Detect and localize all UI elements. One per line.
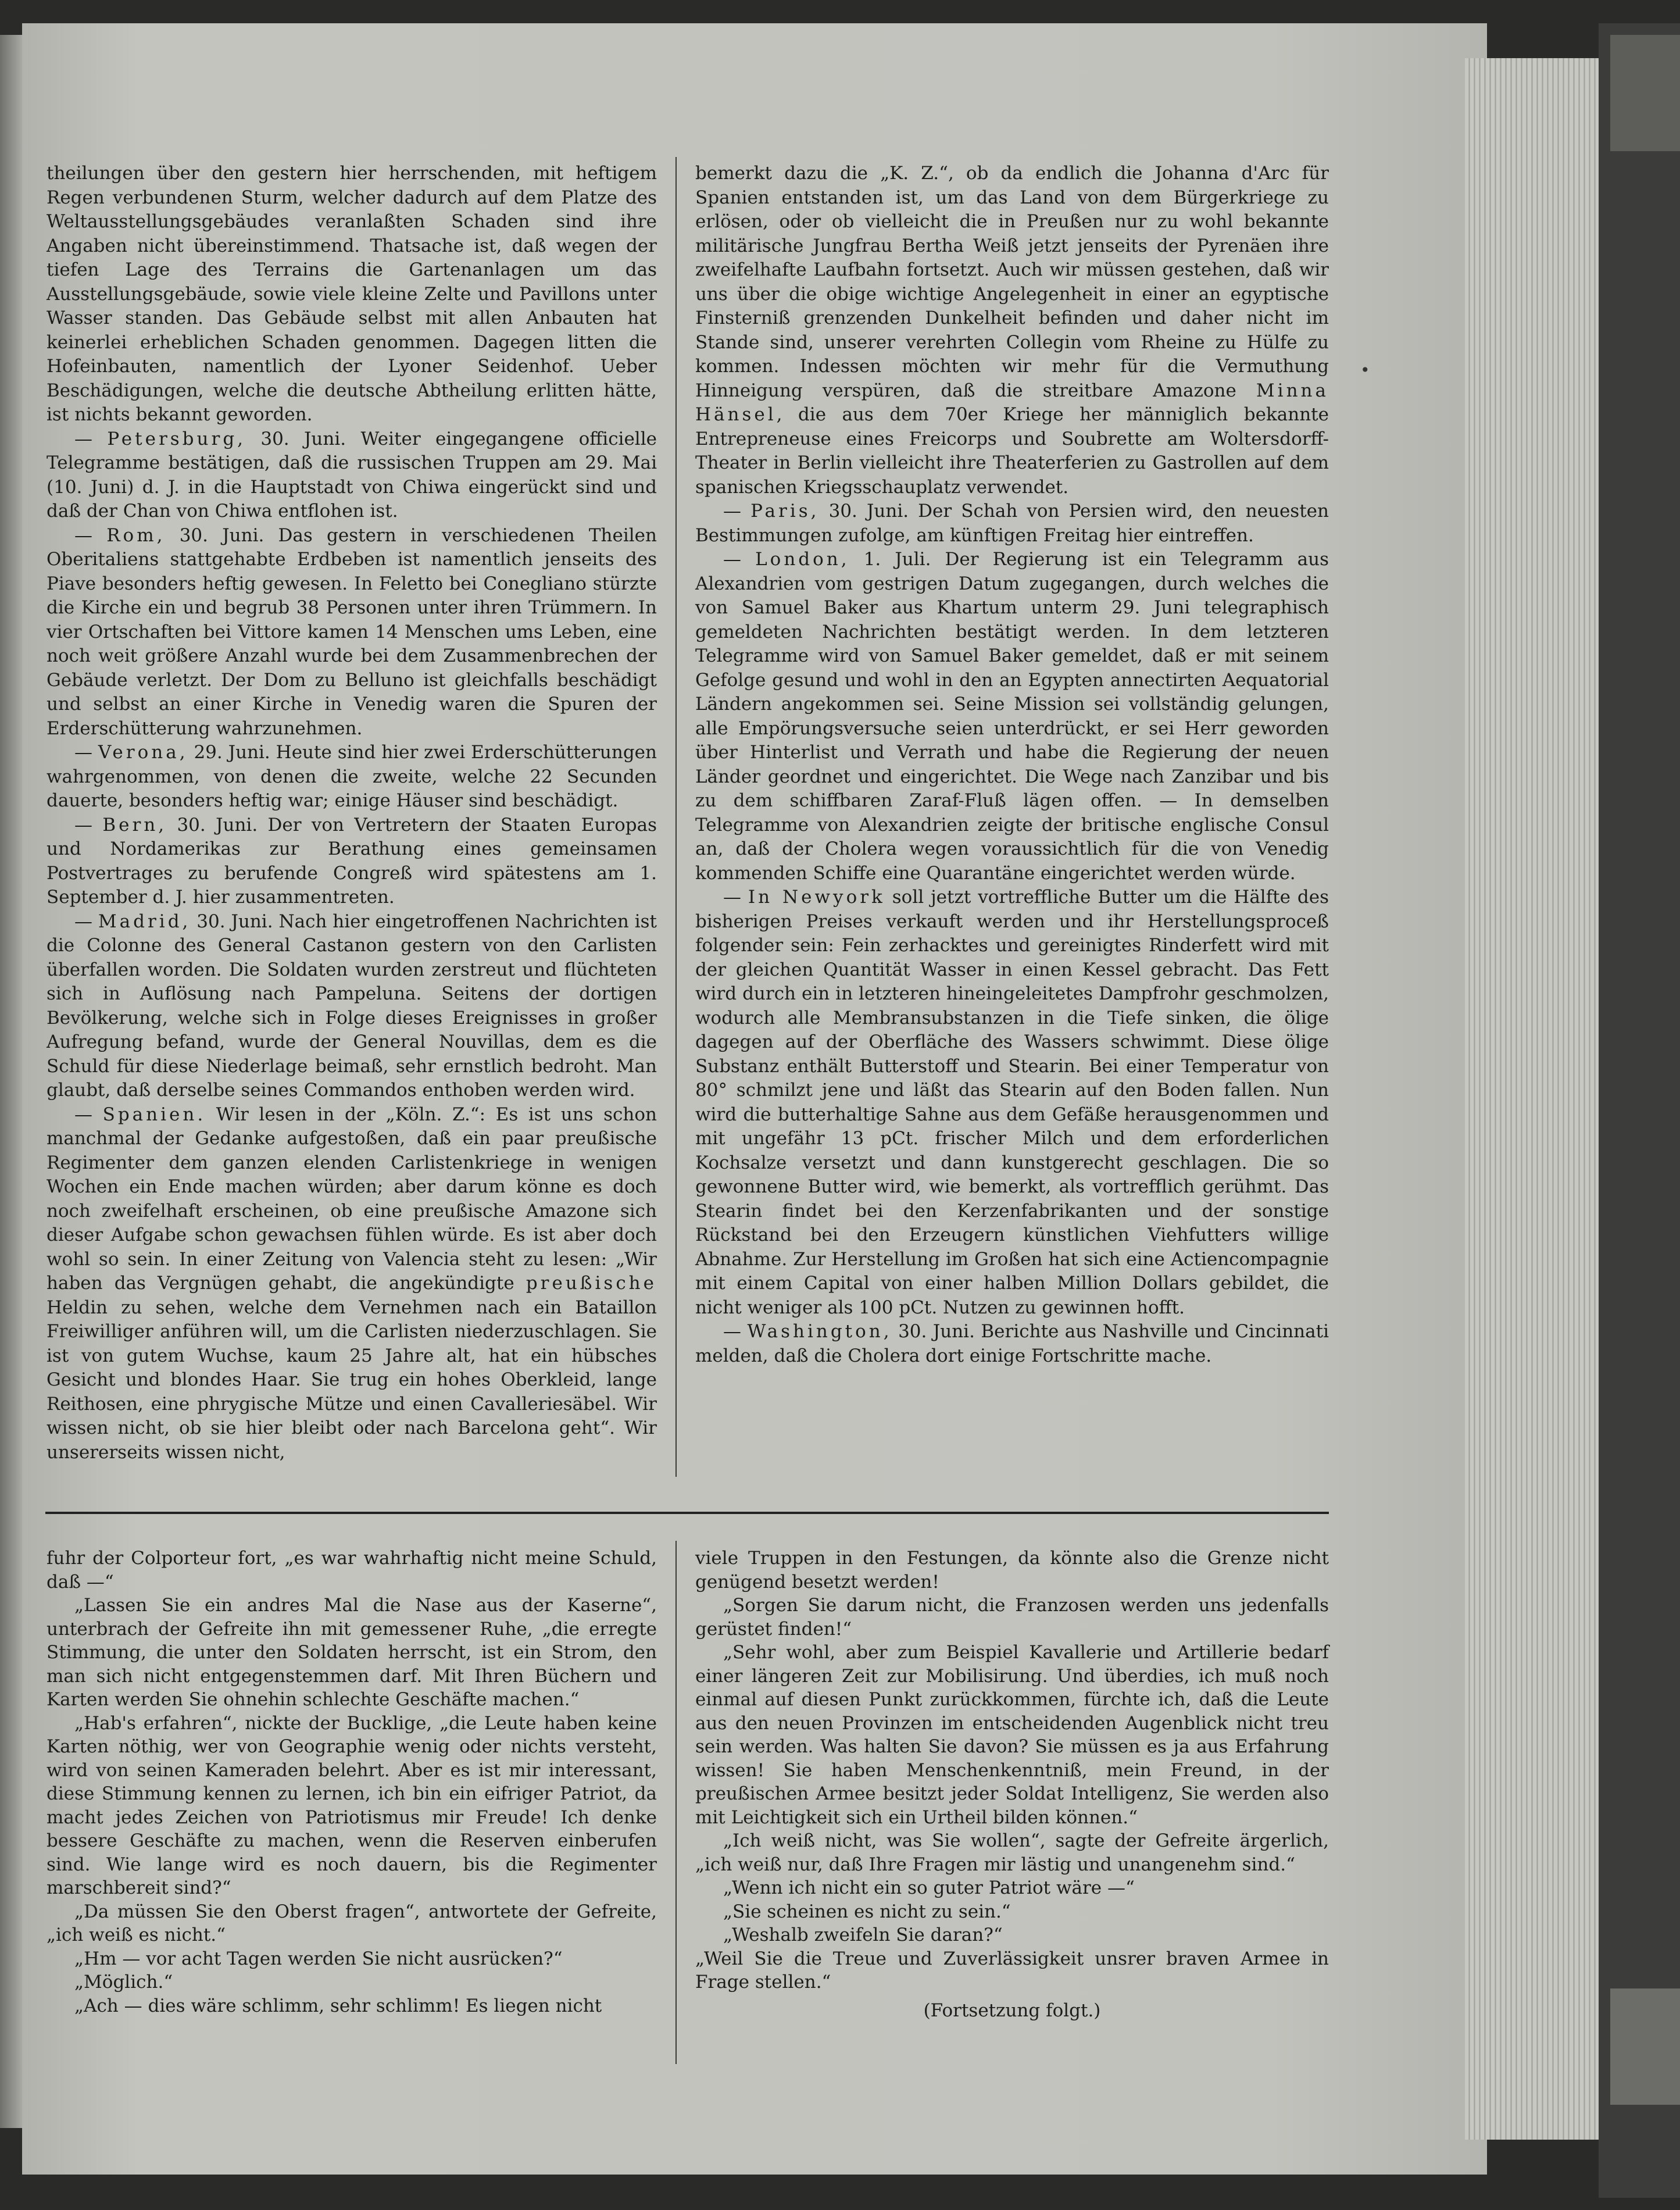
news-text: 1. Juli. Der Regierung ist ein Telegramm aus Alexandrien vom gestrigen Datum zugegangen, durch welches die von Samuel Baker aus Khartum unterm 29. Juni telegraphisch gemeldeten Nachrichten bestätigt werden. In dem letzteren Telegramme wird von Samuel Baker gemeldet, daß er mit seinem Gefolge gesund und wohl in den an Egypten annectirten Aequatorial Ländern angekommen sei. Seine Mission sei vollständig gelungen, alle Empörungsversuche seien unterdrückt, er sei Herr geworden über Hinterlist und Verrath und habe die Regierung der neuen Länder geordnet und eingerichtet. Die Wege nach Zanzibar und bis zu dem schiffbaren Zaraf-Fluß lägen offen. — In demselben Telegramme von Alexandrien zeigte der britische englische Consul an, daß der Cholera wegen voraussichtlich für die von Venedig kommenden Schiffe eine Quarantäne eingerichtet werden würde. <box>695 549 1329 884</box>
news-text: 30. Juni. Weiter eingegangene officielle Telegramme bestätigen, daß die russischen Truppen am 29. Mai (10. Juni) d. J. in die Hauptstadt von Chiwa eingerückt sind und daß der Chan von Chiwa entflohen ist. <box>47 428 657 522</box>
news-text: bemerkt dazu die „K. Z.“, ob da endlich die Johanna d'Arc für Spanien entstanden ist, um das Land von dem Bürgerkriege zu erlösen, oder ob vielleicht die in Preußen nur zu wohl bekannte militärische Jungfrau Bertha Weiß jetzt jenseits der Pyrenäen ihre zweifelhafte Laufbahn fortsetzt. Auch wir müssen gestehen, daß wir uns über die obige wichtige Angelegenheit in einer an egyptische Finsterniß grenzenden Dunkelheit befinden und daher nicht im Stande sind, unserer verehrten Collegin vom Rheine zu Hülfe zu kommen. Indessen möchten wir mehr für die Vermuthung Hinneigung verspüren, daß die streitbare Amazone <box>695 163 1329 401</box>
story-paragraph: „Hab's erfahren“, nickte der Bucklige, „die Leute haben keine Karten nöthig, wer von Geographie wenig oder nichts versteht, wird von seinen Kameraden belehrt. Aber es ist mir interessant, diese Stimmung kennen zu lernen, ich bin ein eifriger Patriot, da macht jedes Zeichen von Patriotismus mir Freude! Ich denke bessere Geschäfte zu machen, wenn die Reserven einberufen sind. Wie lange wird es noch dauern, bis die Regimenter marschbereit sind?“ <box>47 1712 657 1898</box>
story-paragraph: „Weshalb zweifeln Sie daran?“ <box>723 1925 1003 1945</box>
news-text: 30. Juni. Das gestern in verschiedenen Theilen Oberitaliens stattgehabte Erdbeben ist namentlich jenseits des Piave besonders heftig gewesen. In Feletto bei Conegliano stürzte die Kirche ein und begrub 38 Personen unter ihren Trümmern. In vier Ortschaften bei Vittore kamen 14 Menschen ums Leben, eine noch weit größere Anzahl wurde bei dem Zusammenbrechen der Gebäude verletzt. Der Dom zu Belluno ist gleichfalls beschädigt und selbst an einer Kirche in Venedig waren die Spuren der Erderschütterung wahrzunehmen. <box>47 524 657 739</box>
feuilleton-column-right <box>695 1547 1329 2022</box>
story-paragraph: „Hm — vor acht Tagen werden Sie nicht ausrücken?“ <box>74 1948 563 1969</box>
news-paragraph: — In Newyork soll jetzt vortreffliche Butter um die Hälfte des bisherigen Preises verkauft werden und ihr Herstellungsproceß folgender sein: Fein zerhacktes und gereinigtes Rinderfett wird mit der gleichen Quantität Wasser in einen Kessel gebracht. Das Fett wird durch ein in letzteren hineingeleitetes Dampfrohr geschmolzen, wodurch alle Membransubstanzen in die Tiefe sinken, die ölige dagegen auf der Oberfläche des Wassers schwimmt. Diese ölige Substanz enthält Butterstoff und Stearin. Bei einer Temperatur von 80° schmilzt jene und läßt das Stearin auf den Boden fallen. Nun wird die butterhaltige Sahne aus dem Gefäße herausgenommen und mit ungefähr 13 pCt. frischer Milch und dem erforderlichen Kochsalze versetzt und dann kunstgerecht geschlagen. Die so gewonnene Butter wird, wie bemerkt, als vortrefflich gerühmt. Das Stearin findet bei den Kerzenfabrikanten und der sonstige Rückstand bei den Erzeugern künstlichen Viehfutters willige Abnahme. Zur Herstellung im Großen hat sich eine Actiencompagnie mit einem Capital von einer halben Million Dollars gebildet, die nicht weniger als 100 pCt. Nutzen zu gewinnen hofft. <box>695 887 1329 1318</box>
news-text: soll jetzt vortreffliche Butter um die Hälfte des bisherigen Preises verkauft werden und ihr Herstellungsproceß folgender sein: Fein zerhacktes und gereinigtes Rinderfett wird mit der gleichen Quantität Wasser in einen Kessel gebracht. Das Fett wird durch ein in letzteren hineingeleitetes Dampfrohr geschmolzen, wodurch alle Membransubstanzen in die Tiefe sinken, die ölige dagegen auf der Oberfläche des Wassers schwimmt. Diese ölige Substanz enthält Butterstoff und Stearin. Bei einer Temperatur von 80° schmilzt jene und läßt das Stearin auf den Boden fallen. Nun wird die butterhaltige Sahne aus dem Gefäße herausgenommen und mit ungefähr 13 pCt. frischer Milch und dem erforderlichen Kochsalze versetzt und dann kunstgerecht geschlagen. Die so gewonnene Butter wird, wie bemerkt, als vortrefflich gerühmt. Das Stearin findet bei den Kerzenfabrikanten und der sonstige Rückstand bei den Erzeugern künstlichen Viehfutters willige Abnahme. Zur Herstellung im Großen hat sich eine Actiencompagnie mit einem Capital von einer halben Million Dollars gebildet, die nicht weniger als 100 pCt. Nutzen zu gewinnen hofft. <box>695 887 1329 1318</box>
dateline-place: Rom, <box>106 524 166 546</box>
dateline-place: London, <box>755 549 850 570</box>
news-paragraph: — Paris, 30. Juni. Der Schah von Persien wird, den neuesten Bestimmungen zufolge, am künftigen Freitag hier eintreffen. <box>695 501 1329 546</box>
news-text: 30. Juni. Der von Vertretern der Staaten Europas und Nordamerikas zur Berathung eines gemeinsamen Postvertrages zu berufende Congreß wird spätestens am 1. September d. J. hier zusammentreten. <box>47 814 657 908</box>
cover-corner-bottom <box>1610 1988 1680 2105</box>
news-paragraph: — Madrid, 30. Juni. Nach hier eingetroffenen Nachrichten ist die Colonne des General Castanon gestern von den Carlisten überfallen worden. Die Soldaten wurden zerstreut und flüchteten sich in Auflösung nach Pampeluna. Seitens der dortigen Bevölkerung, welche sich in Folge dieses Ereignisses in großer Aufregung befand, wurde der General Nouvillas, dem es die Schuld für diese Niederlage beimaß, sehr ernstlich bedroht. Man glaubt, daß derselbe seines Commandos enthoben werden wird. <box>47 911 657 1101</box>
news-text: 30. Juni. Berichte aus Nashville und Cincinnati melden, daß die Cholera dort einige Fortschritte mache. <box>695 1321 1329 1366</box>
story-paragraph: „Ich weiß nicht, was Sie wollen“, sagte der Gefreite ärgerlich, „ich weiß nur, daß Ihre Fragen mir lästig und unangenehm sind.“ <box>695 1830 1329 1875</box>
news-text: 29. Juni. Heute sind hier zwei Erderschütterungen wahrgenommen, von denen die zweite, welche 22 Secunden dauerte, besonders heftig war; einige Häuser sind beschädigt. <box>47 742 657 811</box>
news-text: , die aus dem 70er Kriege her männiglich bekannte Entrepreneuse eines Freicorps und Soubrette am Woltersdorff-Theater in Berlin vielleicht ihre Theaterferien zu Gastrollen auf dem spanischen Kriegsschauplatz verwendet. <box>695 404 1329 498</box>
news-paragraph: — Spanien. Wir lesen in der „Köln. Z.“: Es ist uns schon manchmal der Gedanke aufgestoßen, daß ein paar preußische Regimenter dem ganzen elenden Carlistenkriege in wenigen Wochen ein Ende machen würden; aber darum könne es doch noch zweifelhaft erscheinen, ob eine preußische Amazone sich dieser Aufgabe schon gewachsen fühlen würde. Es ist aber doch wohl so sein. In einer Zeitung von Valencia steht zu lesen: „Wir haben das Vergnügen gehabt, die angekündigte preußische Heldin zu sehen, welche dem Vernehmen nach ein Bataillon Freiwilliger anführen will, um die Carlisten niederzuschlagen. Sie ist von gutem Wuchse, kaum 25 Jahre alt, hat ein hübsches Gesicht und blondes Haar. Sie trug ein hohes Oberkleid, lange Reithosen, eine phrygische Mütze und einen Cavalleriesäbel. Wir wissen nicht, ob sie hier bleibt oder nach Barcelona geht“. Wir unsererseits wissen nicht, <box>47 1104 657 1463</box>
dateline-place: Spanien. <box>102 1104 206 1125</box>
book-cover <box>1599 23 1680 2198</box>
left-page-edge <box>0 35 22 2128</box>
news-paragraph: — Bern, 30. Juni. Der von Vertretern der Staaten Europas und Nordamerikas zur Berathung eines gemeinsamen Postvertrages zu berufende Congreß wird spätestens am 1. September d. J. hier zusammentreten. <box>47 814 657 908</box>
margin-mark: • <box>1360 360 1370 380</box>
news-paragraph: theilungen über den gestern hier herrschenden, mit heftigem Regen verbundenen Sturm, welcher dadurch auf dem Platze des Weltausstellungsgebäudes veranlaßten Schaden sind ihre Angaben nicht übereinstimmend. Thatsache ist, daß wegen der tiefen Lage des Terrains die Gartenanlagen um das Ausstellungsgebäude, sowie viele kleine Zelte und Pavillons unter Wasser standen. Das Gebäude selbst mit allen Anbauten hat keinerlei erheblichen Schaden genommen. Dagegen litten die Hofeinbauten, namentlich der Lyoner Seidenhof. Ueber Beschädigungen, welche die deutsche Abtheilung erlitten hätte, ist nichts bekannt geworden. <box>47 163 657 425</box>
dateline-place: Verona, <box>98 742 188 763</box>
news-paragraph: — Rom, 30. Juni. Das gestern in verschiedenen Theilen Oberitaliens stattgehabte Erdbeben ist namentlich jenseits des Piave besonders heftig gewesen. In Feletto bei Conegliano stürzte die Kirche ein und begrub 38 Personen unter ihren Trümmern. In vier Ortschaften bei Vittore kamen 14 Menschen ums Leben, eine noch weit größere Anzahl wurde bei dem Zusammenbrechen der Gebäude verletzt. Der Dom zu Belluno ist gleichfalls beschädigt und selbst an einer Kirche in Venedig waren die Spuren der Erderschütterung wahrzunehmen. <box>47 524 657 739</box>
story-paragraph: fuhr der Colporteur fort, „es war wahrhaftig nicht meine Schuld, daß —“ <box>47 1548 657 1593</box>
dateline-place: Bern, <box>102 814 167 836</box>
news-paragraph: — Washington, 30. Juni. Berichte aus Nashville und Cincinnati melden, daß die Cholera dort einige Fortschritte mache. <box>695 1321 1329 1366</box>
page-stack-edge <box>1465 58 1599 2140</box>
news-paragraph: — Verona, 29. Juni. Heute sind hier zwei Erderschütterungen wahrgenommen, von denen die zweite, welche 22 Secunden dauerte, besonders heftig war; einige Häuser sind beschädigt. <box>47 742 657 811</box>
dateline-place: In Newyork <box>748 887 885 908</box>
story-paragraph: „Sie scheinen es nicht zu sein.“ <box>723 1901 1011 1922</box>
news-column-right <box>695 162 1329 1368</box>
dateline-place: Paris, <box>750 501 820 522</box>
news-paragraph: — London, 1. Juli. Der Regierung ist ein Telegramm aus Alexandrien vom gestrigen Datum zugegangen, durch welches die von Samuel Baker aus Khartum unterm 29. Juni telegraphisch gemeldeten Nachrichten bestätigt werden. In dem letzteren Telegramme wird von Samuel Baker gemeldet, daß er mit seinem Gefolge gesund und wohl in den an Egypten annectirten Aequatorial Ländern angekommen sei. Seine Mission sei vollständig gelungen, alle Empörungsversuche seien unterdrückt, er sei Herr geworden über Hinterlist und Verrath und habe die Regierung der neuen Länder geordnet und eingerichtet. Die Wege nach Zanzibar und bis zu dem schiffbaren Zaraf-Fluß lägen offen. — In demselben Telegramme von Alexandrien zeigte der britische englische Consul an, daß der Cholera wegen voraussichtlich für die von Venedig kommenden Schiffe eine Quarantäne eingerichtet werden würde. <box>695 549 1329 884</box>
emphasis-text: preußische <box>526 1273 657 1294</box>
story-paragraph: viele Truppen in den Festungen, da könnte also die Grenze nicht genügend besetzt werden! <box>695 1548 1329 1593</box>
story-paragraph: „Sorgen Sie darum nicht, die Franzosen werden uns jedenfalls gerüstet finden!“ <box>695 1595 1329 1640</box>
story-paragraph: „Weil Sie die Treue und Zuverlässigkeit unsrer braven Armee in Frage stellen.“ <box>695 1948 1329 1993</box>
story-paragraph: „Möglich.“ <box>74 1972 173 1993</box>
news-text: Wir lesen in der „Köln. Z.“: Es ist uns schon manchmal der Gedanke aufgestoßen, daß ein paar preußische Regimenter dem ganzen elenden Carlistenkriege in wenigen Wochen ein Ende machen würden; aber darum könne es doch noch zweifelhaft erscheinen, ob eine preußische Amazone sich dieser Aufgabe schon gewachsen fühlen würde. Es ist aber doch wohl so sein. In einer Zeitung von Valencia steht zu lesen: „Wir haben das Vergnügen gehabt, die angekündigte <box>47 1104 657 1294</box>
feuilleton-column-left <box>47 1547 657 2018</box>
feuilleton-divider <box>45 1512 1329 1514</box>
story-paragraph: „Wenn ich nicht ein so guter Patriot wäre —“ <box>723 1877 1135 1898</box>
news-text: 30. Juni. Nach hier eingetroffenen Nachrichten ist die Colonne des General Castanon gestern von den Carlisten überfallen worden. Die Soldaten wurden zerstreut und flüchteten sich in Auflösung nach Pampeluna. Seitens der dortigen Bevölkerung, welche sich in Folge dieses Ereignisses in großer Aufregung befand, wurde der General Nouvillas, dem es die Schuld für diese Niederlage beimaß, sehr ernstlich bedroht. Man glaubt, daß derselbe seines Commandos enthoben werden wird. <box>47 911 657 1101</box>
column-rule <box>675 157 677 1477</box>
emphasis-text: Minna Hänsel <box>695 380 1329 425</box>
story-paragraph: „Da müssen Sie den Oberst fragen“, antwortete der Gefreite, „ich weiß es nicht.“ <box>47 1901 657 1945</box>
news-text: 30. Juni. Der Schah von Persien wird, den neuesten Bestimmungen zufolge, am künftigen Freitag hier eintreffen. <box>695 501 1329 546</box>
news-column-left <box>47 162 657 1465</box>
story-paragraph: „Lassen Sie ein andres Mal die Nase aus der Kaserne“, unterbrach der Gefreite ihn mit gemessener Ruhe, „die erregte Stimmung, die unter den Soldaten herrscht, ist ein Strom, den man sich nicht entgegenstemmen darf. Mit Ihren Büchern und Karten werden Sie ohnehin schlechte Geschäfte machen.“ <box>47 1595 657 1710</box>
story-paragraph: „Sehr wohl, aber zum Beispiel Kavallerie und Artillerie bedarf einer längeren Zeit zur Mobilisirung. Und überdies, ich muß noch einmal auf diesen Punkt zurückkommen, fürchte ich, daß die Leute aus den neuen Provinzen im entscheidenden Augenblick nicht treu sein werden. Was halten Sie davon? Sie müssen es ja aus Erfahrung wissen! Sie haben Menschenkenntniß, mein Freund, in der preußischen Armee besitzt jeder Soldat Intelligenz, Sie werden also mit Leichtigkeit sich ein Urtheil bilden können.“ <box>695 1642 1329 1828</box>
column-rule <box>675 1541 677 2064</box>
news-paragraph <box>695 162 1329 499</box>
news-paragraph: — Petersburg, 30. Juni. Weiter eingegangene officielle Telegramme bestätigen, daß die russischen Truppen am 29. Mai (10. Juni) d. J. in die Hauptstadt von Chiwa eingerückt sind und daß der Chan von Chiwa entflohen ist. <box>47 428 657 522</box>
dateline-place: Madrid, <box>98 911 191 932</box>
news-text: Heldin zu sehen, welche dem Vernehmen nach ein Bataillon Freiwilliger anführen will, um die Carlisten niederzuschlagen. Sie ist von gutem Wuchse, kaum 25 Jahre alt, hat ein hübsches Gesicht und blondes Haar. Sie trug ein hohes Oberkleid, lange Reithosen, eine phrygische Mütze und einen Cavalleriesäbel. Wir wissen nicht, ob sie hier bleibt oder nach Barcelona geht“. Wir unsererseits wissen nicht, <box>47 1297 657 1463</box>
continued-notice: (Fortsetzung folgt.) <box>923 2000 1101 2021</box>
dateline-place: Washington, <box>747 1321 892 1342</box>
story-paragraph: „Ach — dies wäre schlimm, sehr schlimm! Es liegen nicht <box>74 1995 602 2016</box>
dateline-place: Petersburg, <box>107 428 246 449</box>
cover-corner-top <box>1610 35 1680 151</box>
